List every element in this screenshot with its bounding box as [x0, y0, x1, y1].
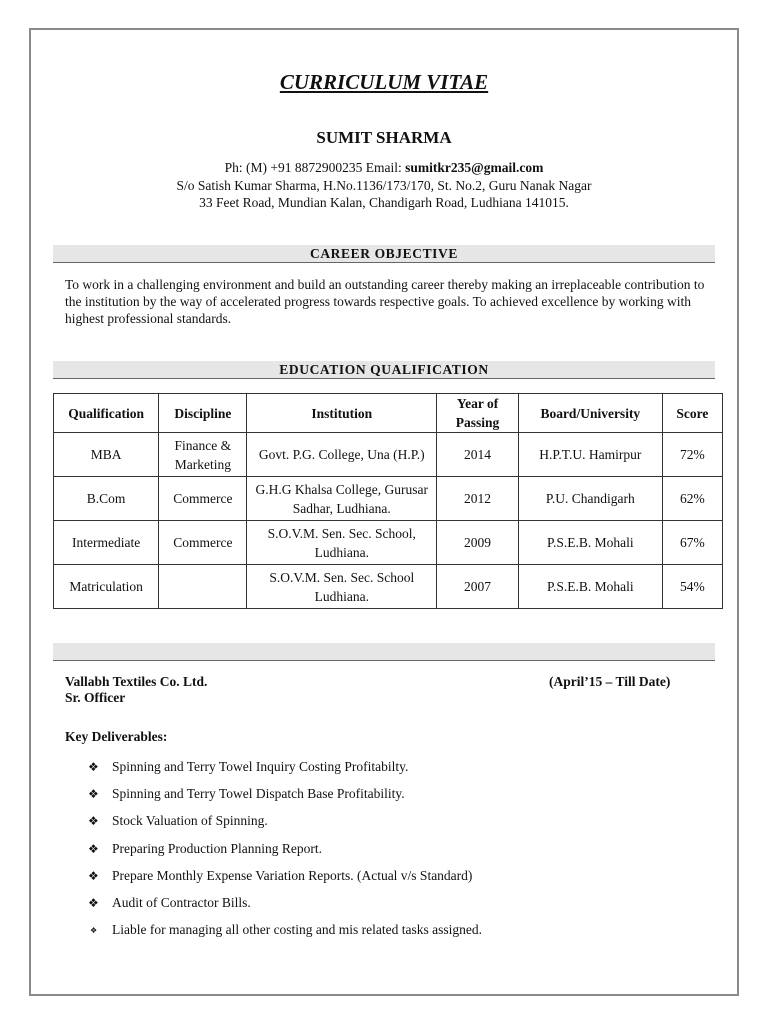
column-header: Institution: [247, 394, 437, 433]
email-text: sumitkr235@gmail.com: [405, 160, 544, 175]
table-cell: [159, 565, 247, 609]
education-heading: EDUCATION QUALIFICATION: [53, 361, 715, 379]
diamond-bullet-icon: ❖: [88, 895, 99, 910]
list-item-text: Preparing Production Planning Report.: [112, 840, 322, 856]
table-cell: 2007: [437, 565, 519, 609]
candidate-name: SUMIT SHARMA: [316, 128, 452, 147]
address-line-1: S/o Satish Kumar Sharma, H.No.1136/173/170, St. No.2, Guru Nanak Nagar: [176, 178, 592, 193]
table-cell: P.S.E.B. Mohali: [518, 565, 662, 609]
column-header: Qualification: [54, 394, 159, 433]
column-header: Board/University: [518, 394, 662, 433]
list-item-text: Liable for managing all other costing and mis related tasks assigned.: [112, 922, 483, 938]
job-role: Sr. Officer: [65, 690, 126, 705]
document-title: CURRICULUM VITAE: [279, 70, 489, 94]
list-item: [88, 867, 482, 894]
table-cell: H.P.T.U. Hamirpur: [518, 433, 662, 477]
career-objective-text: To work in a challenging environment and build an outstanding career thereby making an irreplaceable contribution to the institution by the way of accelerated progress towards respective goals. To achieved excellence by working with highest professional standards.: [65, 277, 705, 326]
list-item-text: Audit of Contractor Bills.: [112, 894, 251, 910]
table-cell: Commerce: [159, 521, 247, 565]
career-objective-heading: CAREER OBJECTIVE: [53, 245, 715, 263]
table-header-row: [54, 394, 723, 433]
diamond-bullet-icon: ❖: [88, 868, 99, 883]
education-table: [53, 393, 723, 609]
list-item: [88, 894, 482, 921]
table-cell: B.Com: [54, 477, 159, 521]
list-item: [88, 785, 482, 812]
diamond-bullet-icon: ❖: [88, 787, 99, 802]
address-line-2: 33 Feet Road, Mundian Kalan, Chandigarh Road, Ludhiana 141015.: [199, 195, 569, 210]
diamond-bullet-icon: ❖: [88, 814, 99, 829]
table-cell: Finance & Marketing: [159, 433, 247, 477]
table-cell: S.O.V.M. Sen. Sec. School, Ludhiana.: [247, 521, 437, 565]
column-header: Score: [662, 394, 722, 433]
diamond-bullet-icon: ❖: [88, 841, 99, 856]
table-cell: 2014: [437, 433, 519, 477]
list-item-text: Stock Valuation of Spinning.: [112, 813, 268, 829]
list-item-text: Prepare Monthly Expense Variation Reports. (Actual v/s Standard): [112, 867, 473, 883]
table-row: [54, 521, 723, 565]
phone-text: Ph: (M) +91 8872900235 Email:: [224, 160, 406, 175]
table-cell: P.S.E.B. Mohali: [518, 521, 662, 565]
table-cell: 67%: [662, 521, 722, 565]
list-item-text: Spinning and Terry Towel Inquiry Costing Profitabilty.: [112, 759, 409, 774]
table-row: [54, 477, 723, 521]
table-row: [54, 433, 723, 477]
list-item: [88, 758, 482, 785]
experience-heading-bar: [53, 643, 715, 661]
table-cell: 72%: [662, 433, 722, 477]
table-row: [54, 565, 723, 609]
table-cell: 54%: [662, 565, 722, 609]
key-deliverables-heading: Key Deliverables:: [65, 729, 168, 744]
table-cell: G.H.G Khalsa College, Gurusar Sadhar, Ludhiana.: [247, 477, 437, 521]
table-cell: 62%: [662, 477, 722, 521]
table-cell: Commerce: [159, 477, 247, 521]
table-cell: Matriculation: [54, 565, 159, 609]
employment-period: (April’15 – Till Date): [549, 674, 671, 689]
table-cell: P.U. Chandigarh: [518, 477, 662, 521]
table-cell: 2009: [437, 521, 519, 565]
table-cell: Intermediate: [54, 521, 159, 565]
table-cell: 2012: [437, 477, 519, 521]
table-cell: S.O.V.M. Sen. Sec. School Ludhiana.: [247, 565, 437, 609]
list-item: [88, 921, 482, 948]
list-item: [88, 840, 482, 867]
list-item-text: Spinning and Terry Towel Dispatch Base Profitability.: [112, 786, 405, 802]
diamond-bullet-icon: ❖: [90, 926, 98, 936]
table-cell: Govt. P.G. College, Una (H.P.): [247, 433, 437, 477]
list-item: [88, 812, 482, 839]
column-header: Year of Passing: [437, 394, 519, 433]
contact-line: [0, 160, 768, 176]
deliverables-list: [88, 758, 482, 948]
diamond-bullet-icon: ❖: [88, 760, 99, 774]
company-name: Vallabh Textiles Co. Ltd.: [65, 674, 208, 689]
column-header: Discipline: [159, 394, 247, 433]
table-cell: MBA: [54, 433, 159, 477]
